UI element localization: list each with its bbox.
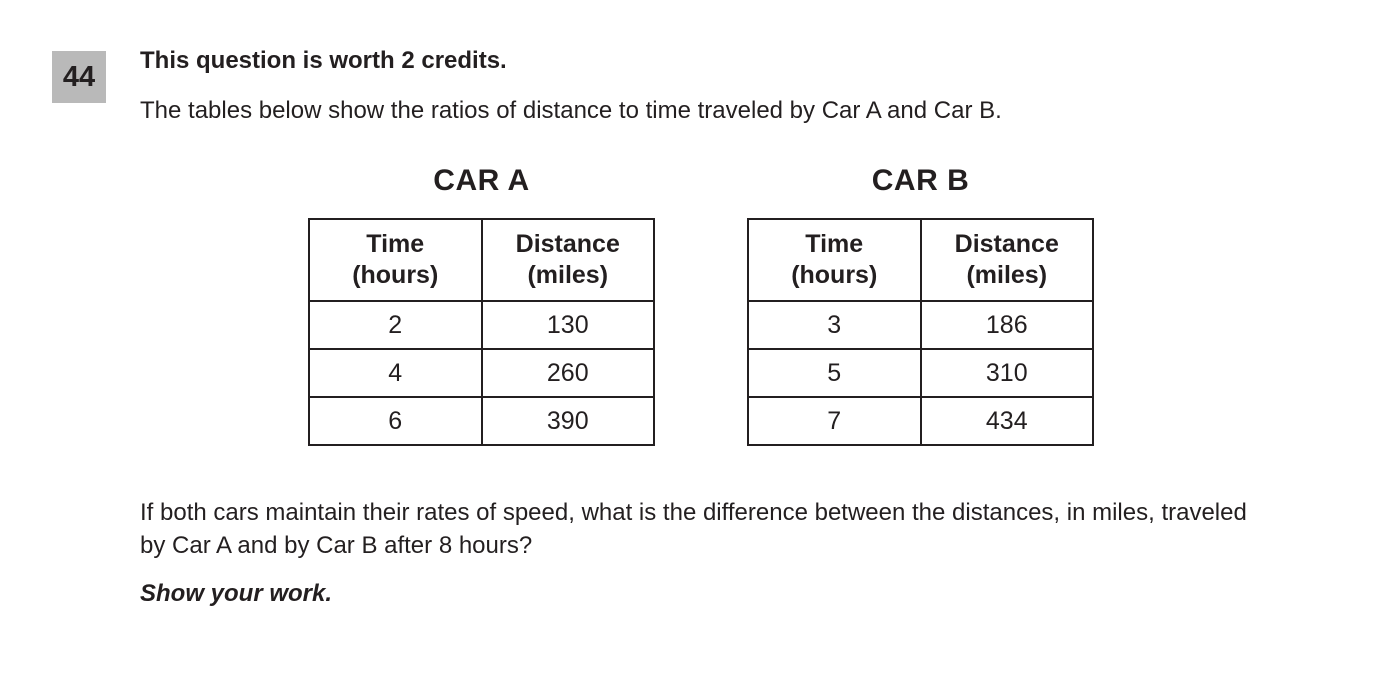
car-b-time-cell: 7 [748, 397, 921, 445]
car-a-time-cell: 4 [309, 349, 482, 397]
car-b-distance-cell: 310 [921, 349, 1094, 397]
table-row [748, 349, 1093, 397]
car-a-title: CAR A [433, 164, 530, 197]
car-a-time-header [309, 219, 482, 301]
col-unit: (hours) [791, 261, 878, 289]
car-a-table-block [308, 164, 655, 446]
car-b-table-block [747, 164, 1094, 446]
table-row [748, 301, 1093, 349]
car-b-time-cell: 3 [748, 301, 921, 349]
intro-text: The tables below show the ratios of distance to time traveled by Car A and Car B. [140, 97, 1002, 124]
car-a-distance-cell: 260 [482, 349, 655, 397]
car-a-table [308, 218, 655, 446]
col-unit: (hours) [352, 261, 439, 289]
table-row [309, 301, 654, 349]
car-b-time-header [748, 219, 921, 301]
question-prompt: If both cars maintain their rates of speed, what is the difference between the distances, in miles, traveled by Car A and by Car B after 8 hours? [140, 499, 1247, 559]
car-a-time-cell: 2 [309, 301, 482, 349]
question-content [140, 46, 1270, 608]
col-unit: (miles) [527, 261, 609, 289]
show-work-instruction: Show your work. [140, 580, 333, 607]
car-b-title: CAR B [871, 164, 970, 197]
table-row [748, 397, 1093, 445]
car-b-header-row [748, 219, 1093, 301]
car-a-distance-cell: 390 [482, 397, 655, 445]
credit-statement: This question is worth 2 credits. [140, 47, 507, 74]
car-b-distance-header [921, 219, 1094, 301]
tables-row [308, 164, 1270, 446]
col-label: Distance [954, 230, 1059, 258]
car-b-distance-cell: 186 [921, 301, 1094, 349]
car-b-distance-cell: 434 [921, 397, 1094, 445]
car-a-distance-header [482, 219, 655, 301]
col-label: Time [366, 230, 425, 258]
car-b-table [747, 218, 1094, 446]
car-a-header-row [309, 219, 654, 301]
col-unit: (miles) [966, 261, 1048, 289]
col-label: Distance [515, 230, 620, 258]
car-a-distance-cell: 130 [482, 301, 655, 349]
table-row [309, 397, 654, 445]
car-b-time-cell: 5 [748, 349, 921, 397]
col-label: Time [805, 230, 864, 258]
table-row [309, 349, 654, 397]
car-a-time-cell: 6 [309, 397, 482, 445]
question-number-badge: 44 [52, 51, 106, 103]
